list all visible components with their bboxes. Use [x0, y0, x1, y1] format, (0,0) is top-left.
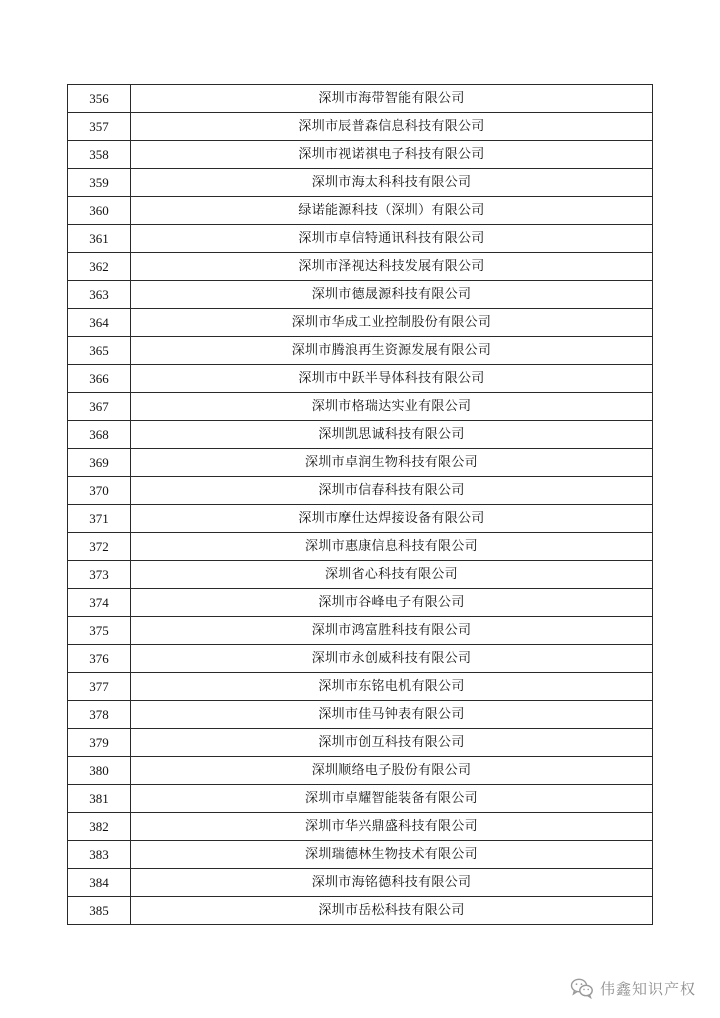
company-name: 深圳市佳马钟表有限公司 — [131, 701, 653, 729]
company-list-body — [68, 85, 653, 925]
table-row — [68, 393, 653, 421]
table-row — [68, 785, 653, 813]
row-number: 361 — [68, 225, 131, 253]
company-name: 深圳瑞德林生物技术有限公司 — [131, 841, 653, 869]
table-row — [68, 561, 653, 589]
row-number: 365 — [68, 337, 131, 365]
row-number: 378 — [68, 701, 131, 729]
table-row — [68, 113, 653, 141]
company-name: 深圳市东铭电机有限公司 — [131, 673, 653, 701]
row-number: 376 — [68, 645, 131, 673]
row-number: 384 — [68, 869, 131, 897]
row-number: 368 — [68, 421, 131, 449]
table-row — [68, 841, 653, 869]
table-row — [68, 281, 653, 309]
row-number: 373 — [68, 561, 131, 589]
row-number: 357 — [68, 113, 131, 141]
company-name: 深圳市华成工业控制股份有限公司 — [131, 309, 653, 337]
row-number: 364 — [68, 309, 131, 337]
table-row — [68, 225, 653, 253]
wechat-icon — [570, 977, 594, 999]
row-number: 366 — [68, 365, 131, 393]
row-number: 377 — [68, 673, 131, 701]
row-number: 360 — [68, 197, 131, 225]
row-number: 358 — [68, 141, 131, 169]
row-number: 369 — [68, 449, 131, 477]
row-number: 383 — [68, 841, 131, 869]
row-number: 374 — [68, 589, 131, 617]
row-number: 375 — [68, 617, 131, 645]
company-name: 深圳市海铭德科技有限公司 — [131, 869, 653, 897]
company-name: 深圳市创互科技有限公司 — [131, 729, 653, 757]
row-number: 372 — [68, 533, 131, 561]
company-name: 深圳市海太科科技有限公司 — [131, 169, 653, 197]
row-number: 385 — [68, 897, 131, 925]
company-name: 深圳市卓耀智能装备有限公司 — [131, 785, 653, 813]
table-row — [68, 897, 653, 925]
company-name: 深圳市中跃半导体科技有限公司 — [131, 365, 653, 393]
company-name: 深圳市卓信特通讯科技有限公司 — [131, 225, 653, 253]
table-row — [68, 645, 653, 673]
table-row — [68, 337, 653, 365]
table-row — [68, 309, 653, 337]
row-number: 371 — [68, 505, 131, 533]
row-number: 363 — [68, 281, 131, 309]
table-row — [68, 869, 653, 897]
table-row — [68, 617, 653, 645]
company-name: 深圳市永创威科技有限公司 — [131, 645, 653, 673]
table-row — [68, 757, 653, 785]
company-name: 深圳市摩仕达焊接设备有限公司 — [131, 505, 653, 533]
company-name: 深圳市腾浪再生资源发展有限公司 — [131, 337, 653, 365]
row-number: 381 — [68, 785, 131, 813]
table-row — [68, 365, 653, 393]
company-name: 深圳市泽视达科技发展有限公司 — [131, 253, 653, 281]
row-number: 367 — [68, 393, 131, 421]
table-row — [68, 449, 653, 477]
company-name: 深圳省心科技有限公司 — [131, 561, 653, 589]
company-name: 深圳市辰普森信息科技有限公司 — [131, 113, 653, 141]
company-name: 深圳市谷峰电子有限公司 — [131, 589, 653, 617]
table-row — [68, 589, 653, 617]
table-row — [68, 85, 653, 113]
row-number: 380 — [68, 757, 131, 785]
table-row — [68, 421, 653, 449]
company-name: 深圳市岳松科技有限公司 — [131, 897, 653, 925]
company-name: 深圳市卓润生物科技有限公司 — [131, 449, 653, 477]
table-row — [68, 533, 653, 561]
table-row — [68, 169, 653, 197]
watermark-text: 伟鑫知识产权 — [599, 979, 696, 998]
table-row — [68, 253, 653, 281]
company-name: 深圳市德晟源科技有限公司 — [131, 281, 653, 309]
company-name: 绿诺能源科技（深圳）有限公司 — [131, 197, 653, 225]
row-number: 379 — [68, 729, 131, 757]
table-row — [68, 505, 653, 533]
table-row — [68, 197, 653, 225]
row-number: 362 — [68, 253, 131, 281]
row-number: 382 — [68, 813, 131, 841]
table-row — [68, 141, 653, 169]
company-name: 深圳市惠康信息科技有限公司 — [131, 533, 653, 561]
company-name: 深圳市华兴鼎盛科技有限公司 — [131, 813, 653, 841]
row-number: 356 — [68, 85, 131, 113]
row-number: 359 — [68, 169, 131, 197]
company-name: 深圳市格瑞达实业有限公司 — [131, 393, 653, 421]
table-row — [68, 729, 653, 757]
table-row — [68, 477, 653, 505]
company-name: 深圳顺络电子股份有限公司 — [131, 757, 653, 785]
table-row — [68, 673, 653, 701]
company-name: 深圳市视诺祺电子科技有限公司 — [131, 141, 653, 169]
company-name: 深圳市鸿富胜科技有限公司 — [131, 617, 653, 645]
company-name: 深圳凯思诚科技有限公司 — [131, 421, 653, 449]
company-name: 深圳市海带智能有限公司 — [131, 85, 653, 113]
watermark — [570, 976, 696, 1000]
table-row — [68, 813, 653, 841]
table-row — [68, 701, 653, 729]
row-number: 370 — [68, 477, 131, 505]
company-list-table — [67, 84, 653, 925]
company-name: 深圳市信春科技有限公司 — [131, 477, 653, 505]
